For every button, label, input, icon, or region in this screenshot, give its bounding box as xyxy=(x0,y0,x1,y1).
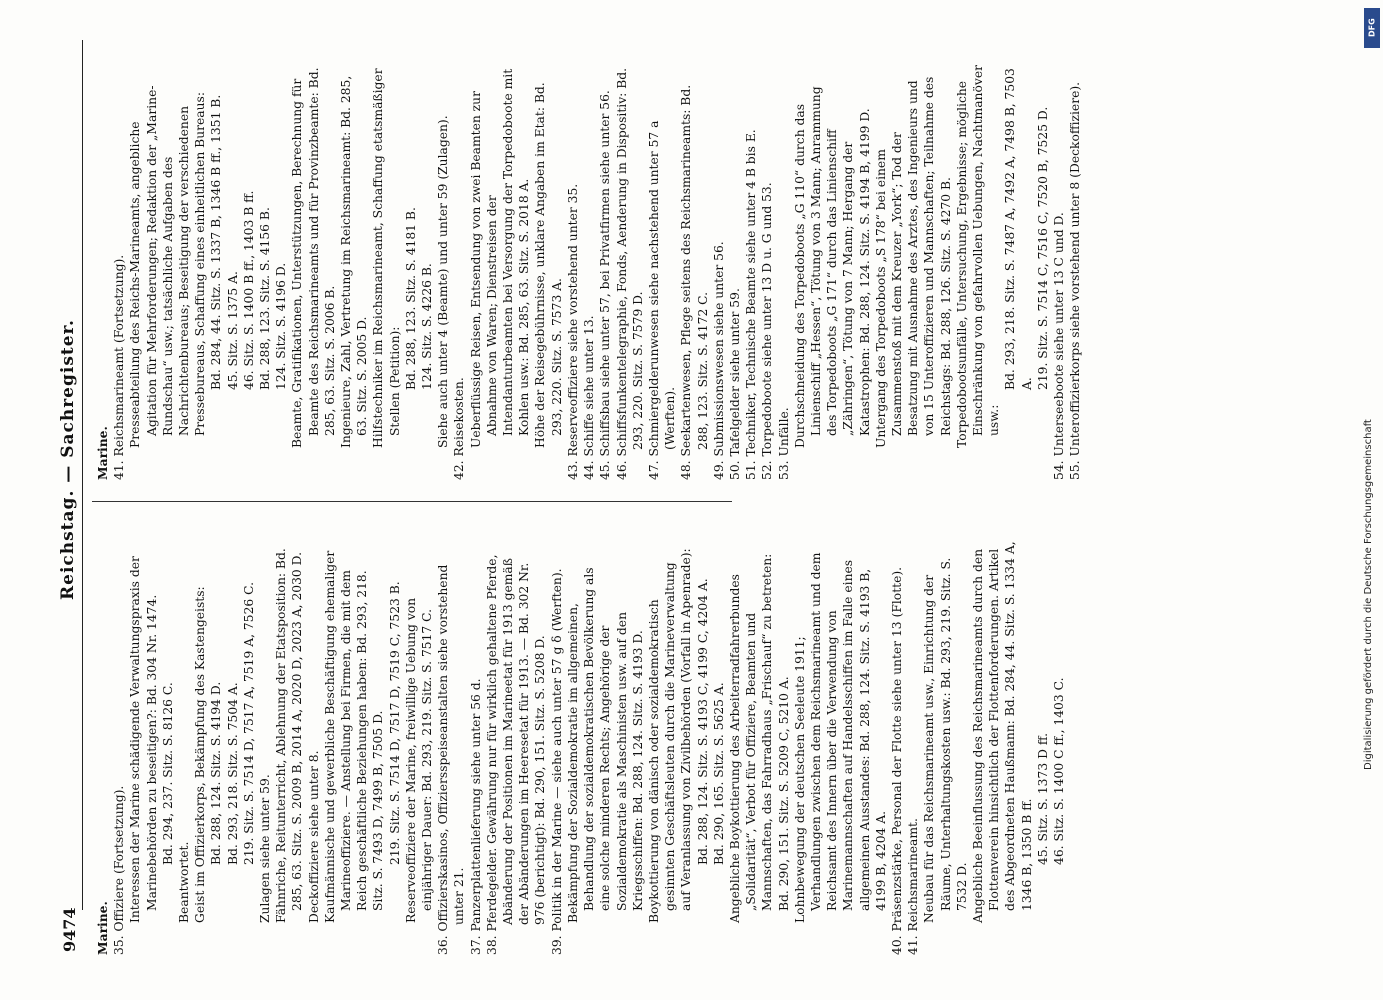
index-entry: 124. Sitz. S. 4226 B. xyxy=(420,263,435,390)
index-entry: Höhe der Reisegebührnisse, unklare Angaben im Etat: Bd. 293, 220. Sitz. S. 7573 A. xyxy=(533,82,564,448)
index-entry: 50. Tafelgelder siehe unter 59. xyxy=(727,288,742,480)
index-entry: 46. Schiffsfunkentelegraphie, Fonds, Aenderung in Dispositiv: Bd. 293, 220. Sitz. S. 7579 D. xyxy=(614,67,645,480)
right-entry-list xyxy=(111,65,1083,480)
index-entry: Boykottierung von dänisch oder sozialdemokratisch gesinnten Geschäftsleuten durch die Marineverwaltung auf Veranlassung von Zivilbehörden (Vorfall in Apenrade): xyxy=(646,548,694,923)
index-entry: Beantwortet. xyxy=(177,841,192,923)
index-entry: 52. Torpedoboote siehe unter 13 D u. G und 53. xyxy=(760,182,775,480)
page-number: 9474 xyxy=(60,907,79,952)
index-entry: 37. Panzerplattenlieferung siehe unter 56 d. xyxy=(468,678,483,955)
index-entry: Bd. 284, 44. Sitz. S. 1337 B, 1346 B ff., 1351 B. xyxy=(209,94,224,390)
index-entry: Reserveoffiziere der Marine, freiwillige Uebung von einjähriger Dauer: Bd. 293, 219. Sitz. S. 7517 C. xyxy=(403,597,435,923)
index-entry: 46. Sitz. S. 1400 B ff., 1403 B ff. xyxy=(241,190,256,390)
index-entry: Fähnriche, Reitunterricht, Ablehnung der Etatsposition: Bd. 285, 63. Sitz. S. 2009 B, 2014 A, 2020 D, 2023 A, 2030 D. xyxy=(274,548,305,923)
index-entry: Bekämpfung der Sozialdemokratie im allgemeinen, Behandlung der sozialdemokratischen Bevölkerung als eine solche minderen Rechts; Angehörige der Sozialdemokratie als Maschinisten usw. auf den Kriegsschiffen: Bd. 288, 124. Sitz. S. 4193 D. xyxy=(565,567,645,923)
index-entry: Deckoffiziere siehe unter 8. xyxy=(306,750,321,923)
index-entry: 219. Sitz. S. 7514 D, 7517 D, 7519 C, 7523 B. xyxy=(387,581,402,865)
index-entry: 45. Schiffsbau siehe unter 57, bei Privatfirmen siehe unter 56. xyxy=(598,90,613,480)
index-entry: Presseabteilung des Reichs-Marineamts, angebliche Agitation für Mehrforderungen; Redaktion der „Marine-Rundschau“ usw.; tatsächliche Aufgaben des Nachrichtenbureaus; Beseitigung der verschiedenen Pressebureaus, Schaffung eines einheitlichen Bureaus: xyxy=(128,85,208,448)
dfg-logo: DFG xyxy=(1364,8,1380,48)
index-entry: Angebliche Boykottierung des Arbeiterradfahrerbundes „Solidarität“, Verbot für Offiziere, Beamten und Mannschaften, das Fahrradhaus „Frischauf“ zu betreten: Bd. 290, 151. Sitz. S. 5209 C, 5210 A. xyxy=(727,553,791,923)
index-entry: Bd. 290, 165. Sitz. S. 5625 A. xyxy=(711,682,726,865)
index-entry: 35. Offiziere (Fortsetzung). xyxy=(112,785,127,955)
right-column xyxy=(95,65,1083,480)
index-entry: 53. Unfälle. xyxy=(776,407,791,480)
index-entry: 219. Sitz. S. 7514 D, 7517 A, 7519 A, 7526 C. xyxy=(241,581,256,865)
index-entry: Neubau für das Reichsmarineamt usw., Einrichtung der Räume, Unterhaltungskosten usw.: Bd. 293, 219. Sitz. S. 7532 D. xyxy=(922,557,969,923)
right-section-heading: Marine. xyxy=(95,426,110,480)
index-entry: 124. Sitz. S. 4196 D. xyxy=(274,262,289,390)
rotated-page-content xyxy=(0,20,1340,980)
index-entry: 49. Submissionswesen siehe unter 56. xyxy=(711,241,726,480)
index-entry: 36. Offizierskasinos, Offiziersspeiseanstalten siehe vorstehend unter 21. xyxy=(436,564,467,955)
index-entry: 39. Politik in der Marine — siehe auch unter 57 g δ (Werften). xyxy=(549,568,564,955)
index-entry: Torpedobootsunfälle, Untersuchung, Ergebnisse; mögliche Einschränkung von gefahrvollen Uebungen, Nachtmanöver usw.: xyxy=(954,65,1002,448)
header-rule xyxy=(82,40,83,910)
index-entry: Bd. 288, 124. Sitz. S. 4193 C, 4199 C, 4204 A. xyxy=(695,578,710,865)
index-entry: 43. Reserveoffiziere siehe vorstehend unter 35. xyxy=(565,183,580,480)
index-entry: 45. Sitz. S. 1373 D ff. xyxy=(1035,732,1050,865)
index-entry: 42. Reisekosten. xyxy=(452,377,467,480)
index-entry: 41. Reichsmarineamt (Fortsetzung). xyxy=(112,254,127,480)
index-entry: 54. Unterseeboote siehe unter 13 C und D. xyxy=(1051,212,1066,480)
index-entry: Siehe auch unter 4 (Beamte) und unter 59 (Zulagen). xyxy=(436,115,451,448)
index-entry: Bd. 293, 218. Sitz. S. 7487 A, 7492 A, 7498 B, 7503 A. xyxy=(1003,68,1034,390)
index-entry: Bd. 288, 123. Sitz. S. 4156 B. xyxy=(258,207,273,390)
index-entry: 38. Pferdegelder. Gewährung nur für wirklich gehaltene Pferde, Abänderung der Positionen im Marineetat für 1913 gemäß der Abänderungen im Heeresetat für 1913. — Bd. 302 Nr. 976 (berichtigt): Bd. 290, 151. Sitz. S. 5208 D. xyxy=(484,554,548,955)
index-entry: Kaufmännische und gewerbliche Beschäftigung ehemaliger Marineoffiziere. — Anstellung bei Firmen, die mit dem Reich geschäftliche Beziehungen haben: Bd. 293, 218. Sitz. S. 7493 D, 7499 B, 7505 D. xyxy=(322,550,386,923)
index-entry: 40. Präsenzstärke, Personal der Flotte siehe unter 13 (Flotte). xyxy=(889,566,904,955)
index-entry: Interessen der Marine schädigende Verwaltungspraxis der Marinebehörden zu beseitigen?: Bd. 304 Nr. 1474. xyxy=(128,556,159,923)
index-entry: Lohnbewegung der deutschen Seeleute 1911; Verhandlungen zwischen dem Reichsmarineamt und dem Reichsamt des Innern über die Verwendung von Marinemannschaften auf Handelsschiffen im Falle eines allgemeinen Ausstandes: Bd. 288, 124. Sitz. S. 4193 B, 4199 B, 4204 A. xyxy=(792,552,888,923)
index-entry: Hilfstechniker im Reichsmarineamt, Schaffung etatsmäßiger Stellen (Petition): xyxy=(371,68,402,448)
index-entry: Beamte, Gratifikationen, Unterstützungen, Berechnung für Beamte des Reichsmarineamts und für Provinzbeamte: Bd. 285, 63. Sitz. S. 2006 B. xyxy=(290,67,337,448)
index-entry: Untergang des Torpedoboots „S 178“ bei einem Zusammenstoß mit dem Kreuzer „York“; Tod der Besatzung mit Ausnahme des Arztes, des Ingenieurs und von 15 Unteroffizieren und Mannschaften; Teilnahme des Reichstags: Bd. 288, 126. Sitz. S. 4270 B. xyxy=(873,76,953,448)
column-divider xyxy=(92,501,732,502)
index-entry: Bd. 294, 237. Sitz. S. 8126 C. xyxy=(160,682,175,865)
index-entry: Durchschneidung des Torpedoboots „G 110“ durch das Linienschiff „Hessen“, Tötung von 3 Mann; Anrammung des Torpedoboots „G 171“ durch das Linienschiff „Zähringen“, Tötung von 7 Mann; Hergang der Katastrophen: Bd. 288, 124. Sitz. S. 4194 B, 4199 D. xyxy=(792,86,872,448)
index-entry: Bd. 293, 218. Sitz. S. 7504 A. xyxy=(225,682,240,865)
left-entry-list xyxy=(111,540,1067,955)
left-section-heading: Marine. xyxy=(95,901,110,955)
index-entry: 51. Techniker, Technische Beamte siehe unter 4 B bis E. xyxy=(744,129,759,480)
index-entry: 47. Schmiergelderunwesen siehe nachstehend unter 57 a (Werften). xyxy=(646,120,678,480)
page-title: Reichstag. — Sachregister. xyxy=(58,319,78,600)
index-entry: Geist im Offizierkorps, Bekämpfung des Kastengeists: xyxy=(193,586,208,923)
index-entry: 41. Reichsmarineamt. xyxy=(906,818,921,955)
index-entry: 55. Unteroffizierkorps siehe vorstehend unter 8 (Deckoffiziere). xyxy=(1068,81,1083,480)
index-entry: 48. Seekartenwesen, Pflege seitens des Reichsmarineamts: Bd. 288, 123. Sitz. S. 4172 C. xyxy=(679,84,710,480)
index-entry: Bd. 288, 124. Sitz. S. 4194 D. xyxy=(209,681,224,865)
index-entry: 44. Schiffe siehe unter 13. xyxy=(582,315,597,480)
digitization-credit: Digitalisierung gefördert durch die Deutsche Forschungsgemeinschaft xyxy=(1363,419,1374,770)
index-entry: Ueberflüssige Reisen, Entsendung von zwei Beamten zur Abnahme von Waren; Dienstreisen der Intendanturbeamten bei Versorgung der Torpedoboote mit Kohlen usw.: Bd. 285, 63. Sitz. S. 2018 A. xyxy=(468,68,532,448)
index-entry: Bd. 288, 123. Sitz. S. 4181 B. xyxy=(403,207,418,390)
index-entry: 219. Sitz. S. 7514 C, 7516 C, 7520 B, 7525 D. xyxy=(1035,106,1050,390)
index-entry: 45. Sitz. S. 1375 A. xyxy=(225,271,240,390)
index-entry: Angebliche Beeinflussung des Reichsmarineamts durch den Flottenverein hinsichtlich der Flottenforderungen. Artikel des Abgeordneten Haußmann: Bd. 284, 44. Sitz. S. 1334 A, 1346 B, 1350 B ff. xyxy=(970,541,1034,923)
index-entry: Zulagen siehe unter 59. xyxy=(258,774,273,923)
index-entry: Ingenieure, Zahl, Vertretung im Reichsmarineamt: Bd. 285, 63. Sitz. S. 2005 D. xyxy=(339,75,370,448)
index-entry: 46. Sitz. S. 1400 C ff., 1403 C. xyxy=(1051,677,1066,865)
left-column xyxy=(95,540,1067,955)
